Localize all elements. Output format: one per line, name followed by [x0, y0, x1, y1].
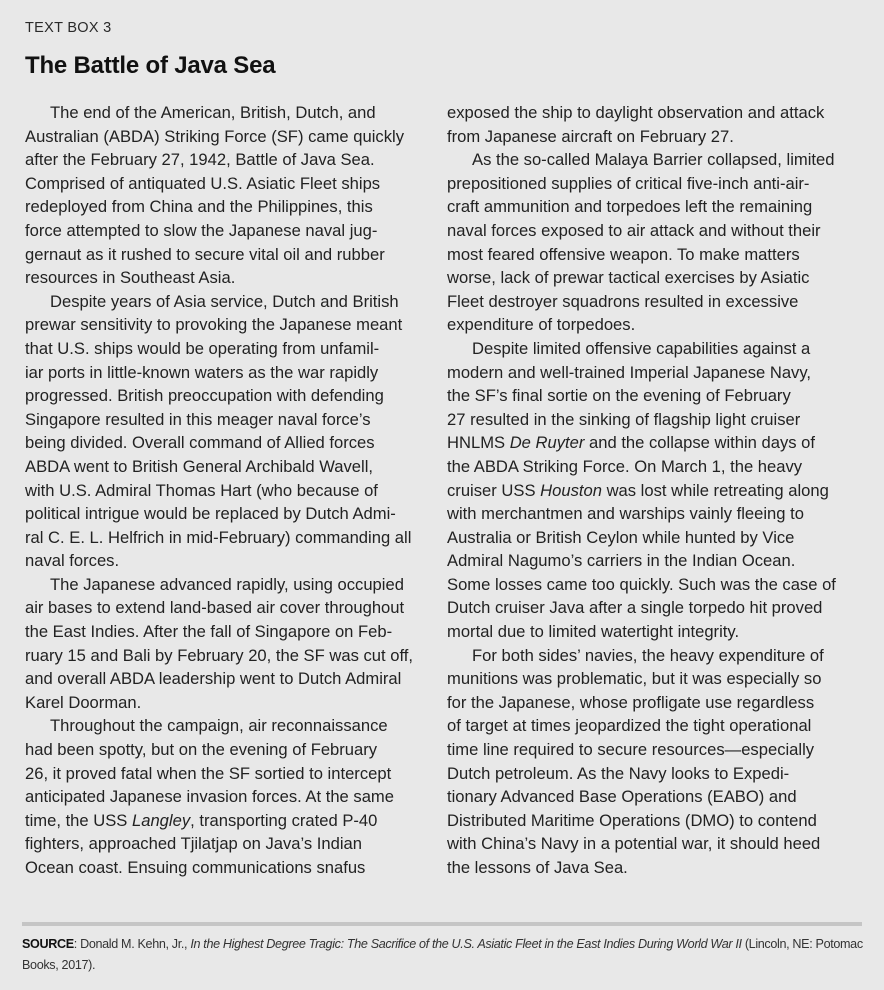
source-colon: :: [73, 937, 81, 951]
paragraph-malaya-barrier: [447, 148, 857, 337]
text-line: Fleet destroyer squadrons resulted in excessive: [447, 291, 799, 311]
paragraph-air-reconnaissance: [25, 714, 425, 879]
text-line: Ocean coast. Ensuing communications snafus: [25, 858, 366, 877]
text-line: naval forces.: [25, 551, 120, 571]
text-line: and overall ABDA leadership went to Dutch Admiral: [25, 669, 402, 689]
text-line: expenditure of torpedoes.: [447, 315, 636, 335]
text-line: air bases to extend land-based air cover throughout: [25, 598, 405, 618]
text-line: Despite limited offensive capabilities against a: [472, 338, 811, 358]
text-line: Australia or British Ceylon while hunted by Vice: [447, 527, 795, 547]
text-line: that U.S. ships would be operating from unfamil-: [25, 338, 380, 358]
text-line: 26, it proved fatal when the SF sortied to intercept: [25, 763, 392, 783]
text-line: The end of the American, British, Dutch, and: [50, 103, 376, 122]
text-line: Admiral Nagumo’s carriers in the Indian Ocean.: [447, 551, 796, 571]
text-line: Comprised of antiquated U.S. Asiatic Fleet ships: [25, 173, 381, 193]
text-line: with merchantmen and warships vainly fleeing to: [447, 504, 804, 524]
text-line: with China’s Navy in a potential war, it should heed: [447, 834, 821, 854]
text-line: the lessons of Java Sea.: [447, 858, 628, 877]
paragraph-final-sortie: [447, 337, 857, 644]
paragraph-continued: [447, 101, 857, 148]
source-citation: [22, 934, 867, 976]
text-line: had been spotty, but on the evening of February: [25, 740, 378, 760]
text-line: Dutch petroleum. As the Navy looks to Expedi-: [447, 763, 790, 783]
body-columns: [25, 101, 870, 880]
text-line: Despite years of Asia service, Dutch and British: [50, 291, 399, 311]
text-segment: cruiser USS: [447, 480, 541, 500]
source-book-title: In the Highest Degree Tragic: The Sacrifice of the U.S. Asiatic Fleet in the East Indies During World War II: [190, 937, 742, 951]
paragraph-munitions: [447, 644, 857, 880]
text-line: ABDA went to British General Archibald Wavell,: [25, 456, 374, 476]
text-box-title: The Battle of Java Sea: [25, 52, 276, 79]
paragraph-japanese-advance: [25, 573, 425, 715]
text-line: [25, 809, 425, 833]
source-divider: [22, 922, 862, 926]
text-line: Distributed Maritime Operations (DMO) to contend: [447, 810, 817, 830]
text-line: Singapore resulted in this meager naval force’s: [25, 409, 371, 429]
text-line: after the February 27, 1942, Battle of Java Sea.: [25, 150, 375, 170]
source-author: Donald M. Kehn, Jr.,: [80, 937, 191, 951]
ship-name-de-ruyter: De Ruyter: [509, 433, 585, 453]
text-line: fighters, approached Tjilatjap on Java’s Indian: [25, 834, 363, 854]
text-line: 27 resulted in the sinking of flagship light cruiser: [447, 409, 801, 429]
text-line: ruary 15 and Bali by February 20, the SF was cut off,: [25, 645, 414, 665]
text-box-label: TEXT BOX 3: [25, 20, 112, 36]
text-line: gernaut as it rushed to secure vital oil and rubber: [25, 244, 385, 264]
text-line: most feared offensive weapon. To make matters: [447, 244, 800, 264]
text-line: redeployed from China and the Philippines, this: [25, 197, 373, 217]
text-line: [447, 479, 857, 503]
text-line: tionary Advanced Base Operations (EABO) and: [447, 787, 797, 807]
text-line: munitions was problematic, but it was especially so: [447, 669, 822, 689]
text-line: from Japanese aircraft on February 27.: [447, 126, 734, 146]
text-line: As the so-called Malaya Barrier collapsed, limited: [472, 150, 835, 170]
text-line: with U.S. Admiral Thomas Hart (who because of: [25, 480, 378, 500]
left-column: [25, 101, 425, 880]
text-line: progressed. British preoccupation with defending: [25, 386, 384, 406]
text-segment: time, the USS: [25, 810, 132, 830]
text-line: the East Indies. After the fall of Singapore on Feb-: [25, 622, 393, 642]
text-line: the SF’s final sortie on the evening of February: [447, 386, 791, 406]
text-line: For both sides’ navies, the heavy expenditure of: [472, 645, 824, 665]
text-line: political intrigue would be replaced by Dutch Admi-: [25, 504, 396, 524]
text-line: Throughout the campaign, air reconnaissance: [50, 716, 388, 736]
source-publication: (Lincoln, NE: Potomac Books, 2017).: [22, 937, 863, 972]
text-segment: HNLMS: [447, 433, 510, 453]
text-line: prewar sensitivity to provoking the Japanese meant: [25, 315, 403, 335]
paragraph-abda-end: [25, 101, 425, 290]
text-line: time line required to secure resources—especially: [447, 740, 815, 760]
ship-name-houston: Houston: [540, 480, 602, 500]
text-line: the ABDA Striking Force. On March 1, the heavy: [447, 456, 803, 476]
text-line: prepositioned supplies of critical five-inch anti-air-: [447, 173, 810, 193]
text-line: being divided. Overall command of Allied forces: [25, 433, 375, 453]
text-line: Australian (ABDA) Striking Force (SF) came quickly: [25, 126, 404, 146]
text-line: anticipated Japanese invasion forces. At the same: [25, 787, 394, 807]
text-segment: , transporting crated P-40: [190, 810, 378, 830]
text-line: mortal due to limited watertight integrity.: [447, 622, 740, 642]
paragraph-prewar-sensitivity: [25, 290, 425, 573]
text-line: craft ammunition and torpedoes left the remaining: [447, 197, 813, 217]
text-line: modern and well-trained Imperial Japanese Navy,: [447, 362, 812, 382]
text-line: ral C. E. L. Helfrich in mid-February) commanding all: [25, 527, 412, 547]
text-line: The Japanese advanced rapidly, using occupied: [50, 574, 404, 594]
text-segment: was lost while retreating along: [601, 480, 829, 500]
right-column: [447, 101, 857, 880]
text-line: worse, lack of prewar tactical exercises by Asiatic: [447, 268, 810, 288]
text-line: resources in Southeast Asia.: [25, 268, 236, 288]
text-line: force attempted to slow the Japanese naval jug-: [25, 220, 378, 240]
text-line: exposed the ship to daylight observation and attack: [447, 103, 825, 122]
text-line: [447, 431, 857, 455]
text-line: Karel Doorman.: [25, 692, 142, 712]
text-segment: and the collapse within days of: [584, 433, 816, 453]
text-line: of target at times jeopardized the tight operational: [447, 716, 812, 736]
text-line: iar ports in little-known waters as the war rapidly: [25, 362, 379, 382]
ship-name-langley: Langley: [131, 810, 191, 830]
text-line: for the Japanese, whose profligate use regardless: [447, 692, 815, 712]
text-line: Dutch cruiser Java after a single torpedo hit proved: [447, 598, 823, 618]
text-line: Some losses came too quickly. Such was the case of: [447, 574, 836, 594]
text-line: naval forces exposed to air attack and without their: [447, 220, 821, 240]
source-label: SOURCE: [22, 937, 74, 951]
